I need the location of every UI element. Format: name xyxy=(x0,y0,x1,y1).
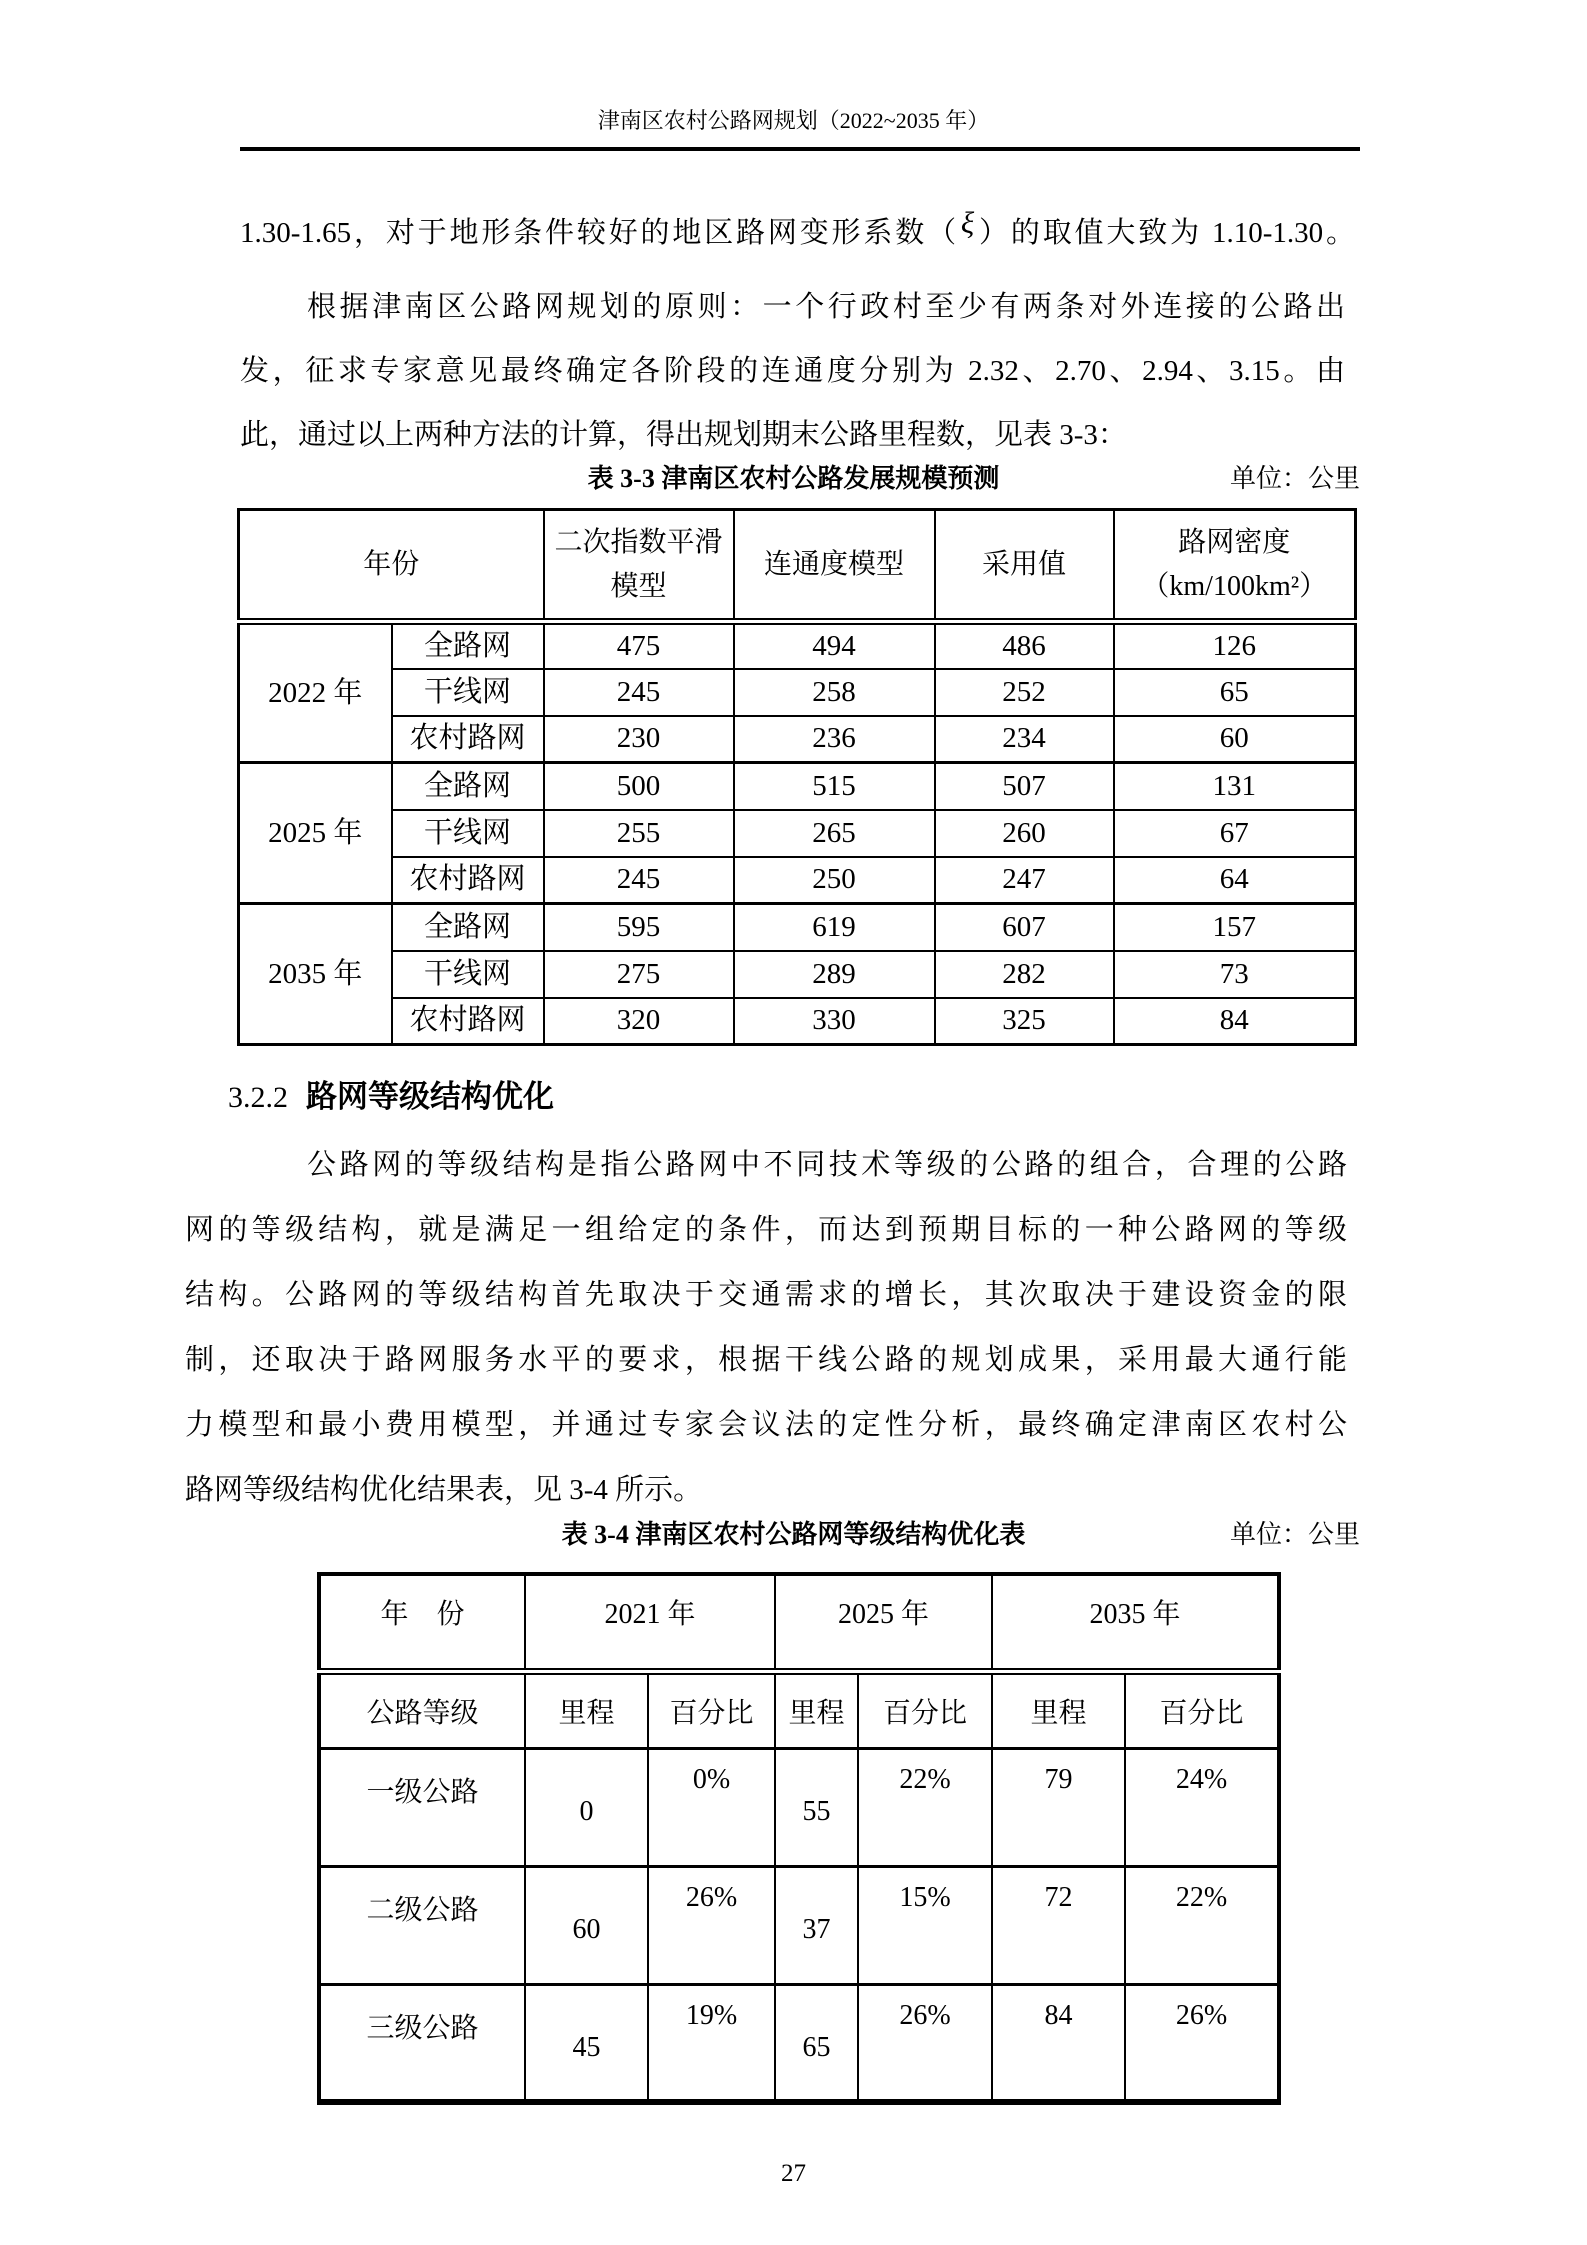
header-cell-2025: 2025 年 xyxy=(775,1574,992,1671)
table-row xyxy=(239,763,1356,810)
value-cell: 320 xyxy=(544,998,734,1045)
value-cell: 65 xyxy=(1114,669,1356,716)
value-cell: 275 xyxy=(544,951,734,998)
value-cell: 67 xyxy=(1114,810,1356,857)
document-header-title: 津南区农村公路网规划（2022~2035 年） xyxy=(597,108,990,133)
value-cell: 60 xyxy=(1114,716,1356,763)
table-3-3-caption: 表 3-3 津南区农村公路发展规模预测 xyxy=(587,464,1000,493)
paragraph-line: 根据津南区公路网规划的原则：一个行政村至少有两条对外连接的公路出 xyxy=(307,291,1345,323)
header-cell-adopted-value: 采用值 xyxy=(935,510,1114,622)
table-row xyxy=(319,1984,1279,2102)
percent-cell: 19% xyxy=(648,1984,775,2102)
grade-cell: 一级公路 xyxy=(319,1748,525,1866)
mileage-cell: 72 xyxy=(992,1866,1125,1984)
paragraph-line: 此，通过以上两种方法的计算，得出规划期末公路里程数，见表 3-3： xyxy=(240,419,1127,451)
header-cell-percent: 百分比 xyxy=(648,1671,775,1748)
table-subheader-row xyxy=(319,1671,1279,1748)
mileage-cell: 37 xyxy=(775,1866,858,1984)
paragraph-line: 网的等级结构，就是满足一组给定的条件，而达到预期目标的一种公路网的等级 xyxy=(185,1214,1347,1246)
table-row xyxy=(239,622,1356,669)
paragraph-line: 路网等级结构优化结果表，见 3-4 所示。 xyxy=(185,1474,703,1506)
header-cell-2035: 2035 年 xyxy=(992,1574,1279,1671)
value-cell: 607 xyxy=(935,904,1114,951)
category-cell: 农村路网 xyxy=(392,998,544,1045)
page-number: 27 xyxy=(781,2160,806,2187)
table-row xyxy=(239,716,1356,763)
table-3-4-caption: 表 3-4 津南区农村公路网等级结构优化表 xyxy=(561,1520,1026,1549)
value-cell: 265 xyxy=(734,810,935,857)
value-cell: 245 xyxy=(544,669,734,716)
category-cell: 干线网 xyxy=(392,951,544,998)
header-cell-year: 年 份 xyxy=(319,1574,525,1671)
section-title: 路网等级结构优化 xyxy=(306,1079,554,1114)
table-row xyxy=(319,1866,1279,1984)
header-cell-2021: 2021 年 xyxy=(525,1574,775,1671)
mileage-cell: 84 xyxy=(992,1984,1125,2102)
header-cell-mileage: 里程 xyxy=(775,1671,858,1748)
value-cell: 84 xyxy=(1114,998,1356,1045)
paragraph xyxy=(185,1133,1347,1523)
value-cell: 475 xyxy=(544,622,734,669)
percent-cell: 26% xyxy=(1125,1984,1279,2102)
value-cell: 250 xyxy=(734,857,935,904)
paragraph-line: 制，还取决于路网服务水平的要求，根据干线公路的规划成果，采用最大通行能 xyxy=(185,1344,1347,1376)
value-cell: 282 xyxy=(935,951,1114,998)
paragraph-line xyxy=(240,205,1355,251)
table-row xyxy=(239,669,1356,716)
road-development-forecast-table xyxy=(237,508,1357,1046)
table-3-4-unit-label: 单位：公里 xyxy=(1229,1520,1360,1549)
value-cell: 595 xyxy=(544,904,734,951)
table-row xyxy=(319,1748,1279,1866)
value-cell: 500 xyxy=(544,763,734,810)
xi-symbol: ξ xyxy=(960,205,975,240)
category-cell: 全路网 xyxy=(392,904,544,951)
section-number: 3.2.2 xyxy=(228,1081,288,1114)
header-cell-smoothing-model: 二次指数平滑模型 xyxy=(544,510,734,622)
paragraph-text: 1.30-1.65，对于地形条件较好的地区路网变形系数（ xyxy=(240,217,959,249)
table-row xyxy=(239,904,1356,951)
table-row xyxy=(239,857,1356,904)
value-cell: 236 xyxy=(734,716,935,763)
paragraph-line: 发，征求专家意见最终确定各阶段的连通度分别为 2.32、2.70、2.94、3.15。由 xyxy=(240,355,1345,387)
value-cell: 486 xyxy=(935,622,1114,669)
section-heading xyxy=(228,1076,554,1124)
header-cell-mileage: 里程 xyxy=(525,1671,648,1748)
mileage-cell: 0 xyxy=(525,1748,648,1866)
header-cell-percent: 百分比 xyxy=(858,1671,992,1748)
header-rule xyxy=(240,147,1360,151)
value-cell: 515 xyxy=(734,763,935,810)
paragraph xyxy=(240,275,1345,467)
value-cell: 230 xyxy=(544,716,734,763)
paragraph-line: 公路网的等级结构是指公路网中不同技术等级的公路的组合，合理的公路 xyxy=(307,1149,1347,1181)
header-cell-percent: 百分比 xyxy=(1125,1671,1279,1748)
category-cell: 农村路网 xyxy=(392,716,544,763)
mileage-cell: 45 xyxy=(525,1984,648,2102)
table-3-3-unit-label: 单位：公里 xyxy=(1229,464,1360,493)
value-cell: 126 xyxy=(1114,622,1356,669)
value-cell: 255 xyxy=(544,810,734,857)
value-cell: 258 xyxy=(734,669,935,716)
year-cell: 2025 年 xyxy=(239,763,392,904)
value-cell: 252 xyxy=(935,669,1114,716)
value-cell: 507 xyxy=(935,763,1114,810)
percent-cell: 26% xyxy=(858,1984,992,2102)
percent-cell: 22% xyxy=(858,1748,992,1866)
value-cell: 289 xyxy=(734,951,935,998)
grade-cell: 三级公路 xyxy=(319,1984,525,2102)
value-cell: 260 xyxy=(935,810,1114,857)
table-row xyxy=(239,998,1356,1045)
year-cell: 2022 年 xyxy=(239,622,392,763)
value-cell: 619 xyxy=(734,904,935,951)
value-cell: 494 xyxy=(734,622,935,669)
percent-cell: 15% xyxy=(858,1866,992,1984)
grade-cell: 二级公路 xyxy=(319,1866,525,1984)
value-cell: 330 xyxy=(734,998,935,1045)
paragraph-line: 结构。公路网的等级结构首先取决于交通需求的增长，其次取决于建设资金的限 xyxy=(185,1279,1347,1311)
value-cell: 64 xyxy=(1114,857,1356,904)
category-cell: 全路网 xyxy=(392,622,544,669)
header-cell-year: 年份 xyxy=(239,510,544,622)
category-cell: 干线网 xyxy=(392,810,544,857)
percent-cell: 24% xyxy=(1125,1748,1279,1866)
value-cell: 131 xyxy=(1114,763,1356,810)
grade-structure-table xyxy=(317,1572,1281,2105)
header-cell-mileage: 里程 xyxy=(992,1671,1125,1748)
header-cell-network-density: 路网密度（km/100km²） xyxy=(1114,510,1356,622)
percent-cell: 22% xyxy=(1125,1866,1279,1984)
percent-cell: 0% xyxy=(648,1748,775,1866)
value-cell: 247 xyxy=(935,857,1114,904)
year-cell: 2035 年 xyxy=(239,904,392,1045)
category-cell: 农村路网 xyxy=(392,857,544,904)
mileage-cell: 65 xyxy=(775,1984,858,2102)
value-cell: 325 xyxy=(935,998,1114,1045)
mileage-cell: 79 xyxy=(992,1748,1125,1866)
percent-cell: 26% xyxy=(648,1866,775,1984)
header-cell-connectivity-model: 连通度模型 xyxy=(734,510,935,622)
paragraph-line: 力模型和最小费用模型，并通过专家会议法的定性分析，最终确定津南区农村公 xyxy=(185,1409,1347,1441)
value-cell: 73 xyxy=(1114,951,1356,998)
category-cell: 全路网 xyxy=(392,763,544,810)
mileage-cell: 55 xyxy=(775,1748,858,1866)
header-cell-grade: 公路等级 xyxy=(319,1671,525,1748)
value-cell: 157 xyxy=(1114,904,1356,951)
paragraph-text: ）的取值大致为 1.10-1.30。 xyxy=(976,217,1355,249)
table-header-row xyxy=(319,1574,1279,1671)
table-row xyxy=(239,810,1356,857)
table-row xyxy=(239,951,1356,998)
value-cell: 234 xyxy=(935,716,1114,763)
mileage-cell: 60 xyxy=(525,1866,648,1984)
category-cell: 干线网 xyxy=(392,669,544,716)
value-cell: 245 xyxy=(544,857,734,904)
table-header-row xyxy=(239,510,1356,622)
